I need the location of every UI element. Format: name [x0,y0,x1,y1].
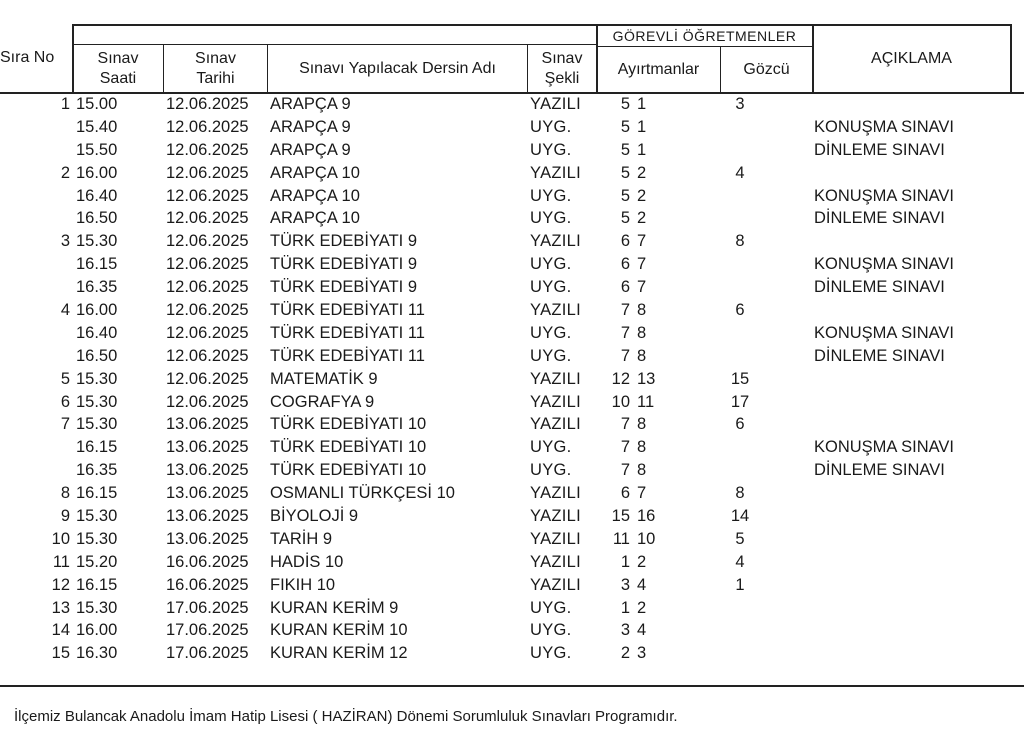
examiner-2: 1 [637,117,647,136]
exam-time: 16.00 [76,163,118,182]
course-name: KURAN KERİM 12 [270,644,408,663]
exam-type: UYG. [530,644,572,663]
table-row [0,185,1024,208]
course-name: TÜRK EDEBİYATI 11 [270,346,425,365]
exam-time: 15.00 [76,95,118,113]
exam-type: YAZILI [530,369,582,388]
exam-type: UYG. [530,278,572,297]
exam-type: UYG. [530,598,572,617]
course-name: ARAPÇA 9 [270,140,351,159]
examiner-1: 12 [611,369,630,388]
examiner-2: 7 [637,278,647,297]
exam-type: YAZILI [530,575,582,594]
header-sinav-tarihi: Sınav Tarihi [195,50,236,87]
exam-date: 12.06.2025 [166,392,249,411]
row-number: 2 [60,163,70,182]
examiner-1: 5 [620,209,630,228]
course-name: COGRAFYA 9 [270,392,375,411]
examiner-2: 7 [637,484,647,503]
examiner-2: 7 [637,232,647,251]
exam-type: UYG. [530,255,572,274]
exam-type: UYG. [530,140,572,159]
exam-type: YAZILI [530,552,582,571]
exam-date: 12.06.2025 [166,209,249,228]
exam-date: 16.06.2025 [166,575,249,594]
examiner-1: 3 [620,621,630,640]
table-row [0,139,1024,162]
header-sinav-saati: Sınav Saati [97,50,139,87]
examiner-2: 8 [637,461,647,480]
exam-time: 16.40 [76,186,118,205]
exam-date: 12.06.2025 [166,323,249,342]
exam-time: 15.30 [76,598,118,617]
schedule-rows [0,93,1024,665]
course-name: HADİS 10 [270,552,344,571]
table-row [0,482,1024,505]
header-sinav-sekli: Sınav Şekli [541,50,583,87]
header-gozcu: Gözcü [743,61,790,78]
examiner-1: 5 [620,140,630,159]
table-row [0,253,1024,276]
exam-time: 15.30 [76,529,118,548]
course-name: TÜRK EDEBİYATI 11 [270,301,425,320]
exam-time: 16.15 [76,255,118,274]
description: DİNLEME SINAVI [814,346,945,365]
exam-date: 12.06.2025 [166,117,249,136]
examiner-1: 11 [612,529,630,548]
exam-type: YAZILI [530,507,582,526]
table-row [0,642,1024,665]
exam-time: 15.40 [76,117,118,136]
exam-date: 12.06.2025 [166,186,249,205]
exam-date: 12.06.2025 [166,301,249,320]
course-name: TÜRK EDEBİYATI 10 [270,438,427,457]
row-number: 11 [52,552,70,571]
exam-time: 15.30 [76,369,118,388]
course-name: TÜRK EDEBİYATI 9 [270,255,418,274]
examiner-2: 8 [637,438,647,457]
table-row [0,551,1024,574]
exam-type: UYG. [530,117,572,136]
observer: 4 [735,552,745,571]
row-number: 3 [60,232,70,251]
exam-type: YAZILI [530,484,582,503]
exam-time: 16.50 [76,209,118,228]
header-sira-no: Sıra No [0,49,55,66]
exam-date: 12.06.2025 [166,95,249,113]
course-name: MATEMATİK 9 [270,369,378,388]
exam-date: 12.06.2025 [166,163,249,182]
observer: 15 [730,369,750,388]
exam-date: 13.06.2025 [166,415,249,434]
examiner-1: 7 [620,461,630,480]
table-row [0,436,1024,459]
footer-note: İlçemiz Bulancak Anadolu İmam Hatip Lisesi ( HAZİRAN) Dönemi Sorumluluk Sınavları Programıdır. [14,708,678,725]
exam-type: UYG. [530,621,572,640]
examiner-2: 8 [637,301,647,320]
examiner-2: 10 [637,529,656,548]
table-row [0,207,1024,230]
examiner-1: 7 [620,346,630,365]
examiner-2: 1 [637,140,647,159]
course-name: FIKIH 10 [270,575,336,594]
examiner-1: 7 [620,301,630,320]
examiner-2: 3 [637,644,647,663]
examiner-2: 2 [637,552,647,571]
exam-time: 15.30 [76,232,118,251]
exam-date: 13.06.2025 [166,484,249,503]
row-number: 4 [60,301,70,320]
examiner-2: 2 [637,598,647,617]
exam-time: 15.20 [76,552,118,571]
row-number: 14 [51,621,70,640]
examiner-1: 5 [620,95,630,113]
description: DİNLEME SINAVI [814,140,945,159]
exam-date: 13.06.2025 [166,461,249,480]
examiner-1: 1 [620,598,630,617]
observer: 8 [735,484,745,503]
exam-date: 12.06.2025 [166,346,249,365]
header-aciklama: AÇIKLAMA [871,50,952,67]
header-ayirtmanlar: Ayırtmanlar [617,61,700,78]
course-name: ARAPÇA 10 [270,163,360,182]
examiner-1: 6 [620,255,630,274]
examiner-2: 7 [637,255,647,274]
observer: 14 [730,507,750,526]
exam-type: UYG. [530,323,572,342]
exam-type: YAZILI [530,392,582,411]
examiner-1: 5 [620,163,630,182]
course-name: ARAPÇA 9 [270,95,351,113]
examiner-1: 7 [620,438,630,457]
examiner-2: 8 [637,323,647,342]
row-number: 5 [60,369,70,388]
table-row [0,574,1024,597]
examiner-1: 1 [620,552,630,571]
course-name: TÜRK EDEBİYATI 10 [270,415,427,434]
examiner-1: 5 [620,186,630,205]
header-inner-line [72,44,596,45]
course-name: TÜRK EDEBİYATI 9 [270,232,418,251]
description: DİNLEME SINAVI [814,209,945,228]
header-gorevli-ogretmenler: GÖREVLİ ÖĞRETMENLER [612,28,797,44]
observer: 3 [735,95,745,113]
exam-time: 16.40 [76,323,118,342]
row-number: 6 [60,392,70,411]
examiner-1: 3 [620,575,630,594]
examiner-2: 1 [637,95,647,113]
exam-date: 13.06.2025 [166,529,249,548]
examiner-2: 4 [637,575,647,594]
examiner-2: 2 [637,209,647,228]
header-ders-adi: Sınavı Yapılacak Dersin Adı [299,60,496,77]
row-number: 12 [51,575,70,594]
table-row [0,230,1024,253]
exam-time: 16.50 [76,346,118,365]
exam-time: 16.35 [76,278,118,297]
exam-type: YAZILI [530,301,582,320]
examiner-2: 2 [637,163,647,182]
row-number: 7 [60,415,70,434]
course-name: TÜRK EDEBİYATI 11 [270,323,425,342]
exam-type: UYG. [530,346,572,365]
exam-time: 16.15 [76,438,118,457]
description: DİNLEME SINAVI [814,461,945,480]
exam-type: YAZILI [530,163,582,182]
exam-type: YAZILI [530,415,582,434]
exam-type: UYG. [530,461,572,480]
description: KONUŞMA SINAVI [814,186,954,205]
examiner-1: 15 [611,507,630,526]
exam-type: YAZILI [530,95,582,113]
observer: 6 [735,415,745,434]
description: KONUŞMA SINAVI [814,117,954,136]
observer: 8 [735,232,745,251]
exam-time: 15.50 [76,140,118,159]
course-name: ARAPÇA 10 [270,209,360,228]
row-number: 9 [60,507,70,526]
exam-time: 16.00 [76,621,118,640]
table-row [0,391,1024,414]
exam-type: UYG. [530,209,572,228]
row-number: 1 [60,95,70,113]
exam-time: 16.15 [76,575,118,594]
course-name: TÜRK EDEBİYATI 10 [270,461,427,480]
exam-date: 12.06.2025 [166,255,249,274]
examiner-1: 7 [620,323,630,342]
examiner-1: 2 [620,644,630,663]
table-row [0,619,1024,642]
examiner-2: 4 [637,621,647,640]
exam-date: 12.06.2025 [166,369,249,388]
table-row [0,413,1024,436]
course-name: ARAPÇA 9 [270,117,351,136]
exam-time: 15.30 [76,392,118,411]
examiner-1: 5 [620,117,630,136]
exam-date: 12.06.2025 [166,232,249,251]
exam-type: UYG. [530,438,572,457]
description: KONUŞMA SINAVI [814,255,954,274]
description: KONUŞMA SINAVI [814,438,954,457]
row-number: 8 [60,484,70,503]
exam-type: YAZILI [530,529,582,548]
course-name: OSMANLI TÜRKÇESİ 10 [270,484,455,503]
course-name: TARİH 9 [270,529,333,548]
examiner-1: 6 [620,484,630,503]
observer: 5 [735,529,745,548]
course-name: BİYOLOJİ 9 [270,507,359,526]
exam-date: 12.06.2025 [166,140,249,159]
table-bottom-border [0,685,1024,687]
examiner-2: 8 [637,415,647,434]
observer: 17 [730,392,750,411]
row-number: 13 [51,598,70,617]
exam-date: 13.06.2025 [166,507,249,526]
examiner-2: 2 [637,186,647,205]
table-row [0,505,1024,528]
exam-time: 16.15 [76,484,118,503]
description: DİNLEME SINAVI [814,278,945,297]
course-name: TÜRK EDEBİYATI 9 [270,278,418,297]
exam-type: UYG. [530,186,572,205]
table-row [0,528,1024,551]
table-row [0,299,1024,322]
gorevli-under-line [596,46,812,47]
table-row [0,322,1024,345]
observer: 1 [735,575,745,594]
row-number: 10 [51,529,70,548]
course-name: KURAN KERİM 9 [270,598,399,617]
description: KONUŞMA SINAVI [814,323,954,342]
exam-time: 16.30 [76,644,118,663]
table-row [0,116,1024,139]
col-divider [1010,24,1012,93]
table-row [0,276,1024,299]
exam-time: 15.30 [76,507,118,526]
row-number: 15 [51,644,70,663]
observer: 6 [735,301,745,320]
examiner-2: 8 [637,346,647,365]
exam-time: 16.00 [76,301,118,320]
exam-date: 16.06.2025 [166,552,249,571]
observer: 4 [735,163,745,182]
examiner-1: 10 [611,392,630,411]
exam-date: 17.06.2025 [166,598,249,617]
table-row [0,597,1024,620]
table-row [0,162,1024,185]
table-row [0,93,1024,116]
table-row [0,368,1024,391]
exam-time: 16.35 [76,461,118,480]
examiner-2: 16 [637,507,656,526]
exam-type: YAZILI [530,232,582,251]
exam-date: 13.06.2025 [166,438,249,457]
examiner-2: 13 [637,369,656,388]
course-name: ARAPÇA 10 [270,186,360,205]
examiner-1: 7 [620,415,630,434]
exam-date: 12.06.2025 [166,278,249,297]
exam-date: 17.06.2025 [166,621,249,640]
exam-date: 17.06.2025 [166,644,249,663]
examiner-1: 6 [620,278,630,297]
table-row [0,345,1024,368]
examiner-2: 11 [637,392,655,411]
course-name: KURAN KERİM 10 [270,621,408,640]
exam-time: 15.30 [76,415,118,434]
table-row [0,459,1024,482]
examiner-1: 6 [620,232,630,251]
